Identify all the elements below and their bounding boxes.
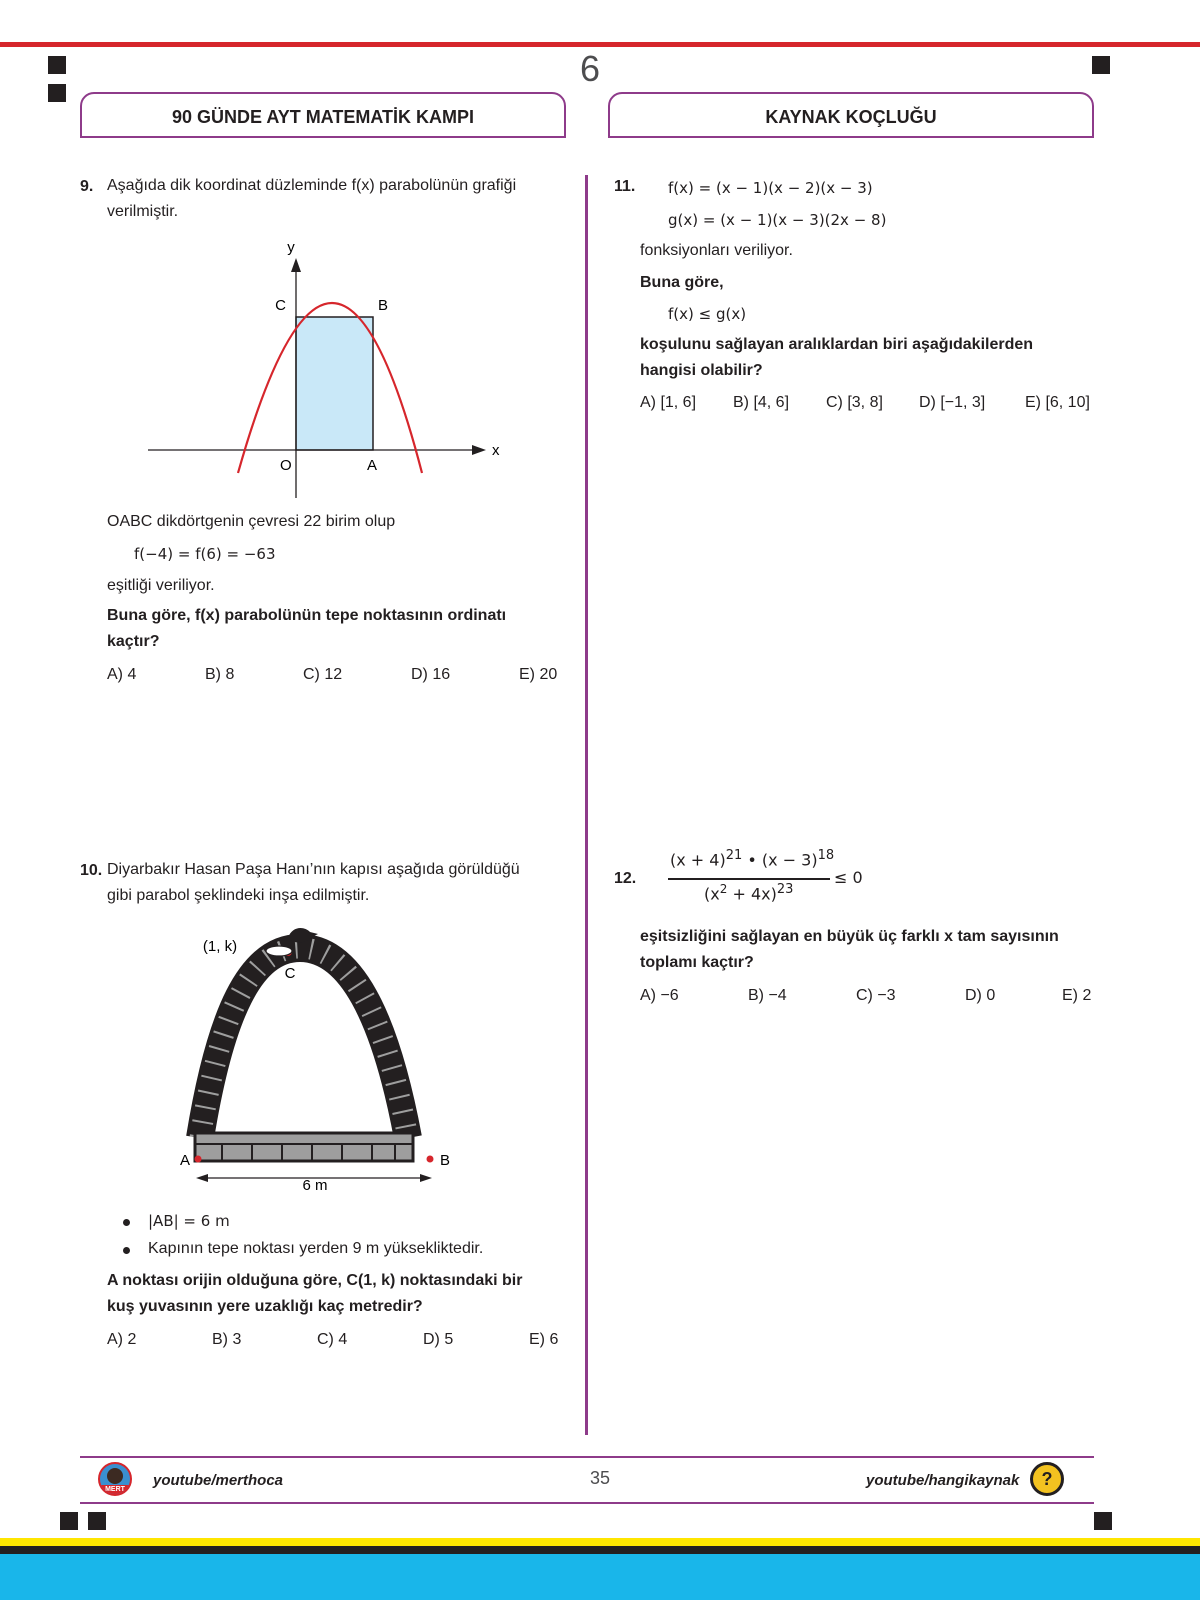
x-axis-arrow-icon [472, 445, 486, 455]
option-b[interactable]: B) −4 [748, 987, 787, 1004]
right-header-box [608, 92, 1094, 138]
point-c-label: C [284, 965, 296, 982]
merthoca-logo-icon[interactable] [98, 1462, 132, 1496]
corner-square [48, 84, 66, 102]
question-prompt: koşulunu sağlayan aralıklardan biri aşağıdakilerden hangisi olabilir? [640, 336, 1034, 379]
left-header-title: 90 GÜNDE AYT MATEMATİK KAMPI [171, 107, 475, 127]
nest-icon [266, 946, 292, 956]
option-c[interactable]: C) [3, 8] [826, 394, 883, 411]
question-intro: Aşağıda dik koordinat düzleminde f(x) parabolünün grafiği verilmiştir. [107, 177, 517, 220]
bullet-text: |AB| = 6 m [148, 1212, 230, 1230]
option-d[interactable]: D) 5 [423, 1331, 454, 1348]
corner-square [1094, 1512, 1112, 1530]
footer-cyan-band [0, 1554, 1200, 1600]
question-lead: Buna göre, [640, 274, 724, 291]
option-a[interactable]: A) 4 [107, 666, 137, 683]
arch-base [195, 1133, 413, 1161]
option-e[interactable]: E) 20 [519, 666, 558, 683]
footer-rule-top [80, 1456, 1094, 1458]
parabola-graph [140, 240, 510, 505]
question-intro: Diyarbakır Hasan Paşa Hanı’nın kapısı aşağıda görüldüğü gibi parabol şeklindeki inşa edilmiştir. [107, 861, 520, 904]
given-text-2: eşitliği veriliyor. [107, 577, 215, 594]
option-a[interactable]: A) [1, 6] [640, 394, 697, 411]
arch-outline [200, 948, 408, 1138]
column-divider [585, 175, 588, 1435]
fraction-denominator: $(x^2 + 4x)^{23}$ [704, 882, 794, 904]
point-a-label: A [180, 1152, 190, 1169]
option-d[interactable]: D) 16 [411, 666, 451, 683]
corner-square [48, 56, 66, 74]
point-a-label: A [367, 457, 378, 474]
footer-page-number: 35 [589, 1468, 611, 1488]
right-channel-link[interactable]: youtube/hangikaynak [866, 1472, 1020, 1489]
arch-figure [180, 920, 480, 1195]
fraction-rhs: ≤ 0 [834, 868, 863, 887]
point-b-label: B [440, 1152, 451, 1169]
top-red-rule [0, 42, 1200, 47]
hangikaynak-logo-icon[interactable]: ? [1030, 1462, 1064, 1496]
question-prompt: eşitsizliğini sağlayan en büyük üç farklı x tam sayısının toplamı kaçtır? [640, 928, 1059, 971]
function-g: g(x) = (x − 1)(x − 3)(2x − 8) [668, 211, 887, 229]
question-number: 9. [80, 178, 94, 195]
given-text: fonksiyonları veriliyor. [640, 242, 793, 259]
option-e[interactable]: E) 6 [529, 1331, 559, 1348]
point-a-marker [195, 1156, 202, 1163]
corner-square [1092, 56, 1110, 74]
bullet-icon [123, 1219, 130, 1226]
inequality: f(x) ≤ g(x) [668, 305, 747, 323]
fraction-bar [668, 878, 830, 880]
footer-black-band [0, 1546, 1200, 1554]
option-e[interactable]: E) 2 [1062, 987, 1092, 1004]
given-text: OABC dikdörtgenin çevresi 22 birim olup [107, 513, 396, 530]
corner-square [88, 1512, 106, 1530]
question-number: 12. [614, 870, 637, 887]
question-number: 10. [80, 862, 103, 879]
question-prompt: Buna göre, f(x) parabolünün tepe noktasının ordinatı kaçtır? [107, 607, 507, 650]
point-c-label: C [275, 297, 286, 314]
y-label: y [287, 240, 295, 256]
option-c[interactable]: C) 4 [317, 1331, 348, 1348]
question-prompt: A noktası orijin olduğuna göre, C(1, k) noktasındaki bir kuş yuvasının yere uzaklığı kaç metredir? [107, 1272, 523, 1315]
dimension-arrow-left-icon [196, 1174, 208, 1182]
width-label: 6 m [302, 1177, 328, 1194]
y-axis-arrow-icon [291, 258, 301, 272]
function-f: f(x) = (x − 1)(x − 2)(x − 3) [668, 179, 873, 197]
option-b[interactable]: B) [4, 6] [733, 394, 790, 411]
footer-rule-bottom [80, 1502, 1094, 1504]
footer-yellow-band [0, 1538, 1200, 1546]
option-d[interactable]: D) [−1, 3] [919, 394, 986, 411]
given-equation: f(−4) = f(6) = −63 [134, 545, 276, 563]
dimension-arrow-right-icon [420, 1174, 432, 1182]
point-b-marker [427, 1156, 434, 1163]
option-b[interactable]: B) 3 [212, 1331, 242, 1348]
corner-square [60, 1512, 78, 1530]
page-section-number: 6 [579, 48, 601, 89]
right-header-title: KAYNAK KOÇLUĞU [765, 107, 937, 127]
origin-label: O [280, 457, 292, 474]
left-header-box [80, 92, 566, 138]
option-e[interactable]: E) [6, 10] [1025, 394, 1090, 411]
fraction-numerator: $(x + 4)^{21}$ • $(x - 3)^{18}$ [670, 848, 835, 870]
option-b[interactable]: B) 8 [205, 666, 235, 683]
option-c[interactable]: C) −3 [856, 987, 896, 1004]
option-d[interactable]: D) 0 [965, 987, 996, 1004]
question-number: 11. [614, 178, 636, 195]
x-label: x [492, 442, 500, 459]
left-channel-link[interactable]: youtube/merthoca [153, 1472, 284, 1489]
rectangle-oabc [296, 317, 373, 450]
option-a[interactable]: A) −6 [640, 987, 679, 1004]
point-b-label: B [378, 297, 389, 314]
bullet-text: Kapının tepe noktası yerden 9 m yüksekliktedir. [148, 1240, 484, 1257]
option-c[interactable]: C) 12 [303, 666, 343, 683]
option-a[interactable]: A) 2 [107, 1331, 137, 1348]
logo-label: MERT [100, 1485, 130, 1494]
point-coord-label: (1, k) [202, 938, 238, 955]
bullet-icon [123, 1247, 130, 1254]
